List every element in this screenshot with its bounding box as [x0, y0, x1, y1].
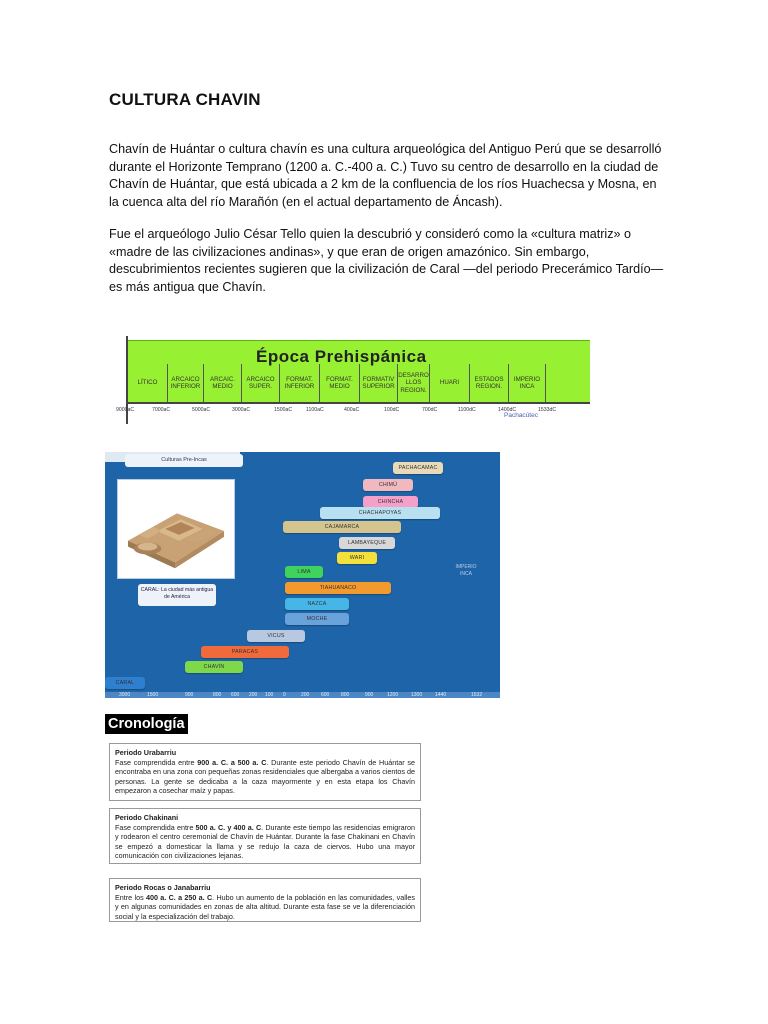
timeline-date-label: 400aC [344, 407, 360, 413]
axis-year-label: 1440 [435, 692, 447, 698]
discovery-paragraph: Fue el arqueólogo Julio César Tello quien la descubrió y consideró como la «cultura matriz» o «madre de las civilizaciones andinas», y que eran de origen amazónico. Sin embargo, descubrimientos recientes sugieren que la civilización de Caral —del periodo Precerámico Tardío— es más antigua que Chavín. [109, 227, 664, 294]
period-box-chakinani [109, 808, 421, 864]
timeline-period-line1: ARCAIC. [209, 375, 236, 383]
timeline-date-label: 5000aC [192, 407, 211, 413]
axis-year-label: 200 [301, 692, 310, 698]
culture-bar: LAMBAYEQUE [339, 537, 395, 549]
chronology-heading: Cronología [105, 714, 188, 734]
timeline-date-label: 1100dC [458, 407, 476, 413]
timeline-axis [126, 402, 590, 404]
timeline-period-line1: FORMATIV [362, 375, 395, 383]
culture-bar: CHINCHA [363, 496, 418, 508]
timeline-period-line1: HUARI [439, 379, 460, 387]
period-text-pre: Fase comprendida entre [115, 822, 196, 832]
timeline-period [360, 364, 398, 402]
intro-paragraph: Chavín de Huántar o cultura chavín es una cultura arqueológica del Antiguo Perú que se desarrolló durante el Horizonte Temprano (1200 a. C.-400 a. C.) Tuvo su centro de desarrollo en la ciudad de Chavín de Huántar, que está ubicada a 2 km de la confluencia de los ríos Huachecsa y Mosna, en la cuenca alta del río Marañón (en el actual departamento de Áncash). [109, 142, 662, 209]
timeline-date-label: 3000aC [232, 407, 251, 413]
timeline-title: Época Prehispánica [256, 347, 427, 366]
timeline-note: Pachacútec [504, 412, 538, 419]
timeline-period-line1: FORMAT. [326, 375, 353, 383]
document-title: CULTURA CHAVIN [109, 90, 261, 109]
culture-bar: VICUS [247, 630, 305, 642]
culture-bar: WARI [337, 552, 377, 564]
axis-year-label: 800 [341, 692, 350, 698]
timeline-period-line1: ESTADOS [474, 375, 504, 383]
timeline-period-line2: INFERIOR [284, 383, 315, 390]
caral-model-illustration [118, 480, 234, 578]
timeline-period-line1: ARCAICO [171, 375, 200, 383]
culture-bar: TIAHUANACO [285, 582, 391, 594]
pre-inca-cultures-figure [105, 452, 500, 698]
culture-bar: MOCHE [285, 613, 349, 625]
timeline-period-line1: LÍTICO [137, 379, 158, 387]
timeline-date-label: 9000aC [116, 407, 135, 413]
timeline-date-label: 700dC [422, 407, 438, 413]
timeline-period [242, 364, 280, 402]
culture-bar: NAZCA [285, 598, 349, 610]
timeline-period [128, 364, 168, 402]
period-dates: 500 a. C. y 400 a. C [195, 822, 262, 832]
axis-year-label: 1300 [411, 692, 423, 698]
culture-bar: CAJAMARCA [283, 521, 401, 533]
timeline-period [280, 364, 320, 402]
period-heading: Periodo Chakinani [115, 813, 179, 822]
axis-year-label: 200 [249, 692, 258, 698]
period-heading: Periodo Rocas o Janabarriu [115, 883, 211, 892]
timeline-date-label: 7000aC [152, 407, 171, 413]
axis-year-label: 600 [321, 692, 330, 698]
axis-year-label: 900 [185, 692, 194, 698]
timeline-period-line2: REGION. [475, 383, 503, 390]
timeline-period-line1: ARCAICO [246, 375, 275, 383]
axis-year-label: 800 [213, 692, 222, 698]
caral-caption: CARAL: La ciudad más antigua de América [138, 584, 216, 606]
axis-year-label: 1200 [387, 692, 399, 698]
timeline-period-line2: MEDIO [212, 383, 233, 390]
prehispanic-timeline-figure [106, 330, 590, 424]
timeline-date-label: 1100aC [306, 407, 324, 413]
period-text-post: . Durante este tiempo las residencias emigraron y rodearon el centro ceremonial de Chavín de Huántar. Durante la fase Chakinani en Chavín se empezó a domesticar la llama y se redujo la caza de ciervos. Hubo una mayor comunicación con civilizaciones lejanas. [115, 822, 416, 861]
timeline-period [509, 364, 546, 402]
axis-year-label: 3000 [119, 692, 131, 698]
timeline-date-label: 1533dC [538, 407, 557, 413]
culture-bar: CHIMÚ [363, 479, 413, 491]
period-dates: 900 a. C. a 500 a. C [197, 757, 267, 767]
timeline-period-line1: IMPERIO [513, 375, 541, 383]
culture-bar: CARAL [105, 677, 145, 689]
period-dates: 400 a. C. a 250 a. C [145, 892, 213, 902]
timeline-date-label: 1500aC [274, 407, 293, 413]
axis-year-label: 100 [265, 692, 274, 698]
timeline-date-label: 100dC [384, 407, 400, 413]
axis-year-label: 600 [231, 692, 240, 698]
period-heading: Periodo Urabarriu [115, 748, 177, 757]
axis-year-label: 0 [283, 692, 286, 698]
pre-inca-label: Culturas Pre-Incas [125, 454, 243, 467]
culture-bar: PACHACAMAC [393, 462, 443, 474]
period-box-janabarriu [109, 878, 421, 922]
timeline-date-label: 1400dC [498, 407, 517, 413]
timeline-period-line2: INFERIOR [170, 383, 201, 390]
timeline-period-line2: SUPER. [248, 383, 273, 390]
axis-year-label: 1500 [147, 692, 159, 698]
timeline-period [398, 364, 430, 402]
timeline-period-line2: INCA [519, 383, 535, 390]
culture-bar: LIMA [285, 566, 323, 578]
timeline-period-line1: FORMAT. [286, 375, 313, 383]
period-text-post: . Hubo un aumento de la población en las comunidades, valles y en algunas comunidades en zonas de alta altitud. Durante esta fase se ve la diferenciación social y la especialización del trabajo. [115, 892, 415, 921]
caral-model-image [117, 479, 235, 579]
timeline-period [204, 364, 242, 402]
culture-bar: CHACHAPOYAS [320, 507, 440, 519]
timeline-period [320, 364, 360, 402]
axis-year-label: 1532 [471, 692, 483, 698]
timeline-period [470, 364, 509, 402]
timeline-period-line2: SUPERIOR [362, 383, 395, 390]
period-box-urabarriu [109, 743, 421, 801]
axis-year-label: 900 [365, 692, 374, 698]
timeline-period-line2: MEDIO [329, 383, 350, 390]
timeline-period [430, 364, 470, 402]
timeline-period-line1: DESARRO [398, 371, 429, 379]
period-text-post: . Durante este periodo Chavín de Huántar se encontraba en una zona con pequeñas zonas residenciales que albergaba a varios cientos de personas. La gente se dedicaba a la caza mayormente y en esta etapa los Chavín empezaron a cosechar maíz y papas. [115, 757, 415, 796]
culture-bar: CHAVÍN [185, 661, 243, 673]
period-text-pre: Fase comprendida entre [115, 757, 198, 767]
timeline-period [168, 364, 204, 402]
inca-empire-label: IMPERIO INCA [455, 564, 477, 577]
culture-bar: PARACAS [201, 646, 289, 658]
period-text-pre: Entre los [115, 892, 146, 902]
timeline-period-line2: LLOS REGION. [400, 379, 427, 394]
